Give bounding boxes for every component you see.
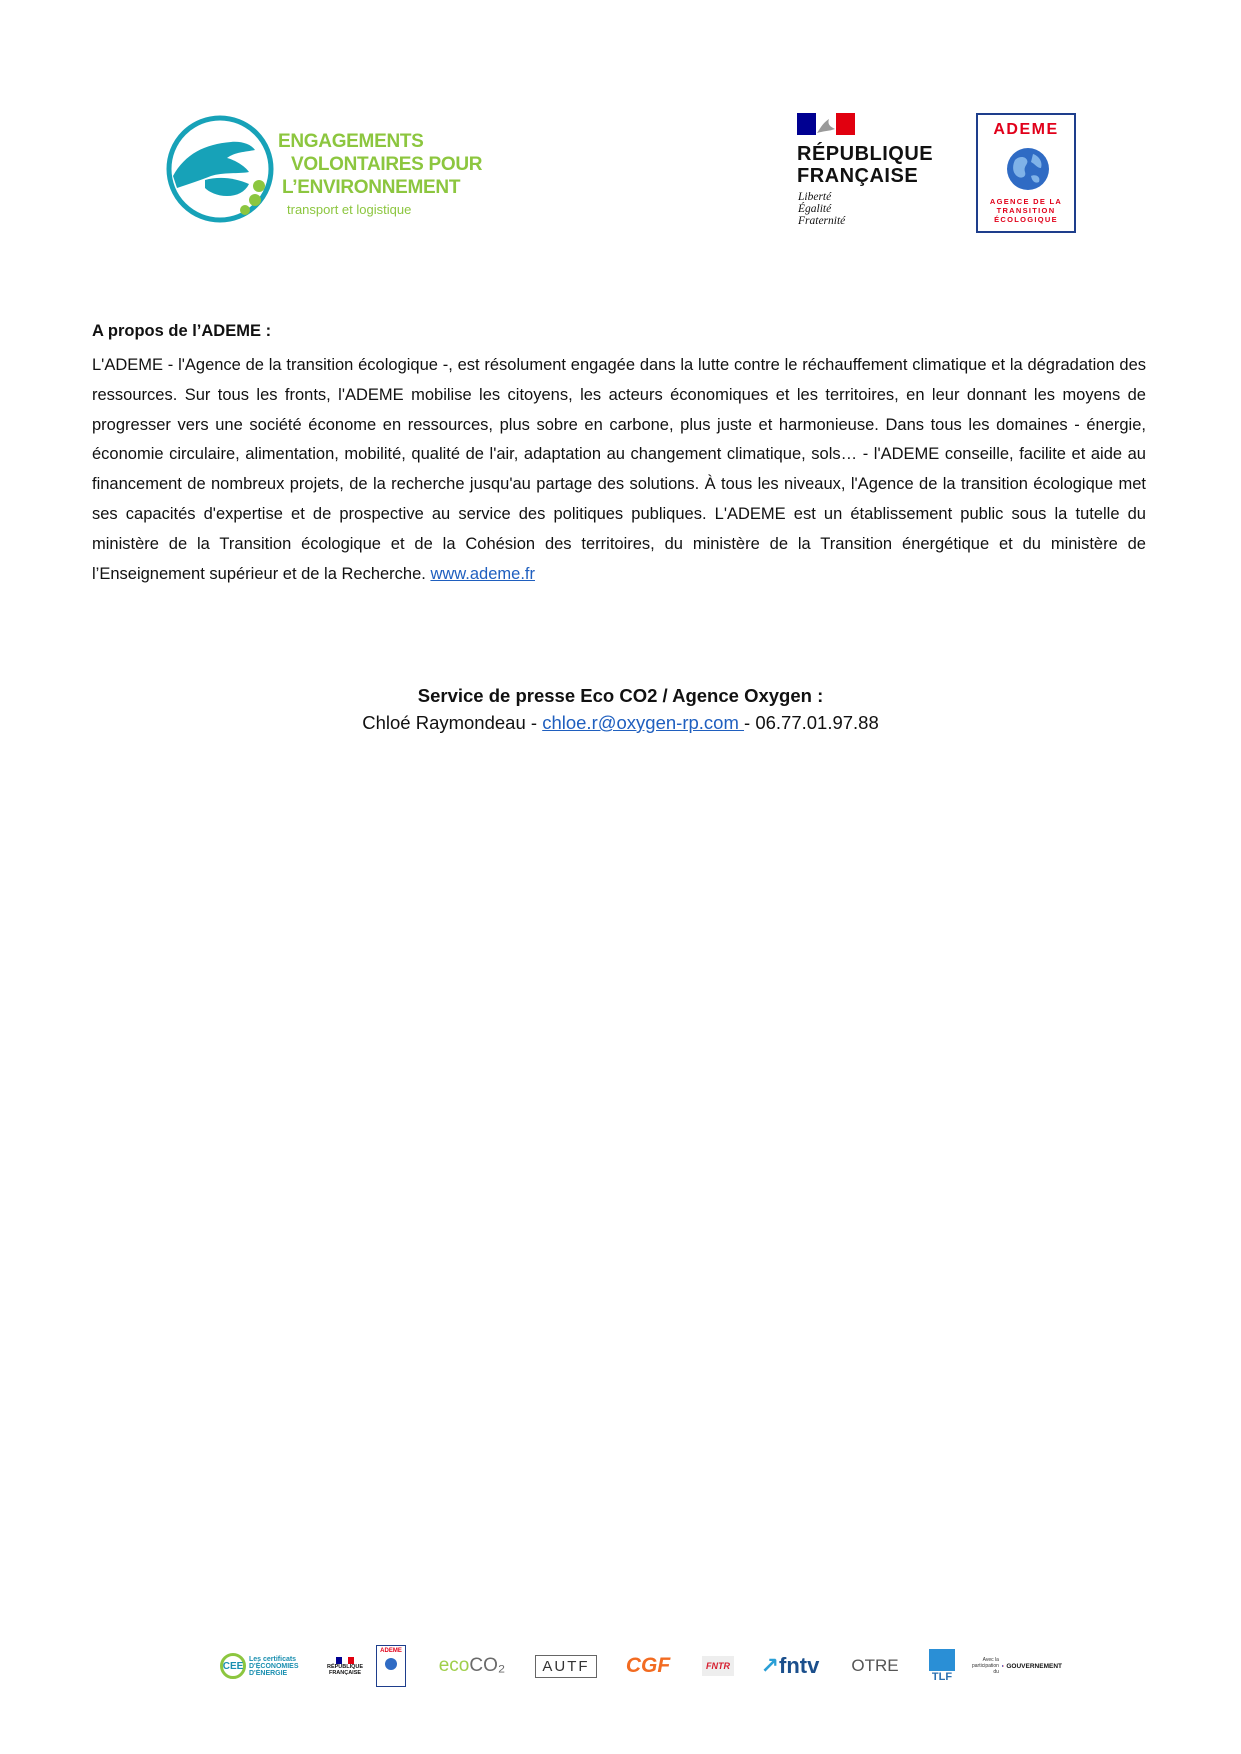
republique-francaise-logo	[797, 113, 937, 233]
globe-icon	[1005, 146, 1051, 192]
fntv-text: fntv	[779, 1653, 820, 1678]
tlf-logo	[922, 1640, 962, 1692]
cee-text: Les certificats D'ÉCONOMIES D'ÉNERGIE	[249, 1655, 299, 1677]
evpe-logo	[165, 112, 495, 224]
otre-text: OTRE	[851, 1656, 899, 1675]
globe-small-icon	[385, 1658, 397, 1670]
eco-text: eco	[438, 1655, 470, 1676]
autf-logo	[534, 1640, 598, 1692]
evpe-line2: VOLONTAIRES POUR	[291, 154, 483, 175]
ademe-logo-sub2: TRANSITION	[996, 206, 1056, 215]
ademe-small-text: ADEME	[380, 1648, 402, 1654]
gouv-flag-icon	[1002, 1660, 1004, 1672]
co2-text: CO₂	[469, 1655, 506, 1676]
tlf-mark-icon	[929, 1649, 955, 1671]
motto-fraternite: Fraternité	[798, 215, 846, 227]
cee-badge: CEE	[220, 1653, 246, 1679]
ecoco2-logo	[430, 1640, 514, 1692]
republique-line1: RÉPUBLIQUE	[797, 143, 934, 165]
contact-phone: - 06.77.01.97.88	[744, 712, 879, 733]
republique-small-logo	[323, 1640, 367, 1692]
handshake-icon	[165, 114, 275, 224]
fntv-mark-icon: ↗	[760, 1653, 780, 1678]
partner-logos-footer	[220, 1640, 1080, 1692]
gouv-text: GOUVERNEMENT	[1006, 1662, 1062, 1670]
republique-small-text: RÉPUBLIQUE FRANÇAISE	[326, 1663, 364, 1676]
fntr-logo	[698, 1640, 738, 1692]
about-paragraph	[92, 351, 1146, 589]
press-contact-line	[0, 712, 1241, 734]
cgf-logo: CGF	[625, 1654, 671, 1677]
marianne-flag-icon	[797, 113, 855, 135]
republique-line2: FRANÇAISE	[797, 165, 919, 187]
tlf-text: TLF	[931, 1671, 953, 1683]
ademe-small-logo	[375, 1640, 407, 1692]
autf-text: AUTF	[535, 1655, 596, 1678]
evpe-line3: L’ENVIRONNEMENT	[282, 177, 461, 198]
evpe-line4: transport et logistique	[287, 202, 412, 217]
motto-egalite: Égalité	[798, 203, 832, 215]
gouvernement-logo	[972, 1640, 1062, 1692]
contact-name: Chloé Raymondeau -	[362, 712, 543, 733]
press-service-title: Service de presse Eco CO2 / Agence Oxygen :	[417, 685, 824, 706]
ademe-website-link[interactable]: www.ademe.fr	[430, 564, 535, 583]
about-paragraph-text: L'ADEME - l'Agence de la transition écologique -, est résolument engagée dans la lutte contre le réchauffement climatique et la dégradation des ressources. Sur tous les fronts, l'ADEME mobilise les citoyens, les acteurs économiques et les territoires, en leur donnant les moyens de progresser vers une société économe en ressources, plus sobre en carbone, plus juste et harmonieuse. Dans tous les domaines - énergie, économie circulaire, alimentation, mobilité, qualité de l'air, adaptation au changement climatique, sols… - l'ADEME conseille, facilite et aide au financement de nombreux projets, de la recherche jusqu'au partage des solutions. À tous les niveaux, l'Agence de la transition écologique met ses capacités d'expertise et de prospective au service des politiques publiques. L'ADEME est un établissement public sous la tutelle du ministère de la Transition écologique et de la Cohésion des territoires, du ministère de la Transition énergétique et du ministère de l’Enseignement supérieur et de la Recherche.	[92, 356, 1146, 583]
ademe-logo	[976, 113, 1076, 233]
ademe-logo-name: ADEME	[993, 121, 1059, 138]
evpe-line1: ENGAGEMENTS	[278, 131, 424, 152]
fntr-text: FNTR	[702, 1656, 734, 1676]
fntv-logo	[750, 1640, 830, 1692]
ademe-logo-sub1: AGENCE DE LA	[989, 197, 1063, 206]
cee-logo	[220, 1640, 300, 1692]
motto-liberte: Liberté	[798, 191, 832, 203]
ademe-logo-sub3: ÉCOLOGIQUE	[994, 215, 1058, 224]
otre-logo	[840, 1640, 910, 1692]
flag-icon	[336, 1657, 354, 1664]
about-heading: A propos de l’ADEME :	[92, 322, 272, 340]
gouv-small-text: Avec la participation du	[972, 1657, 999, 1675]
contact-email-link[interactable]: chloe.r@oxygen-rp.com	[542, 712, 745, 733]
